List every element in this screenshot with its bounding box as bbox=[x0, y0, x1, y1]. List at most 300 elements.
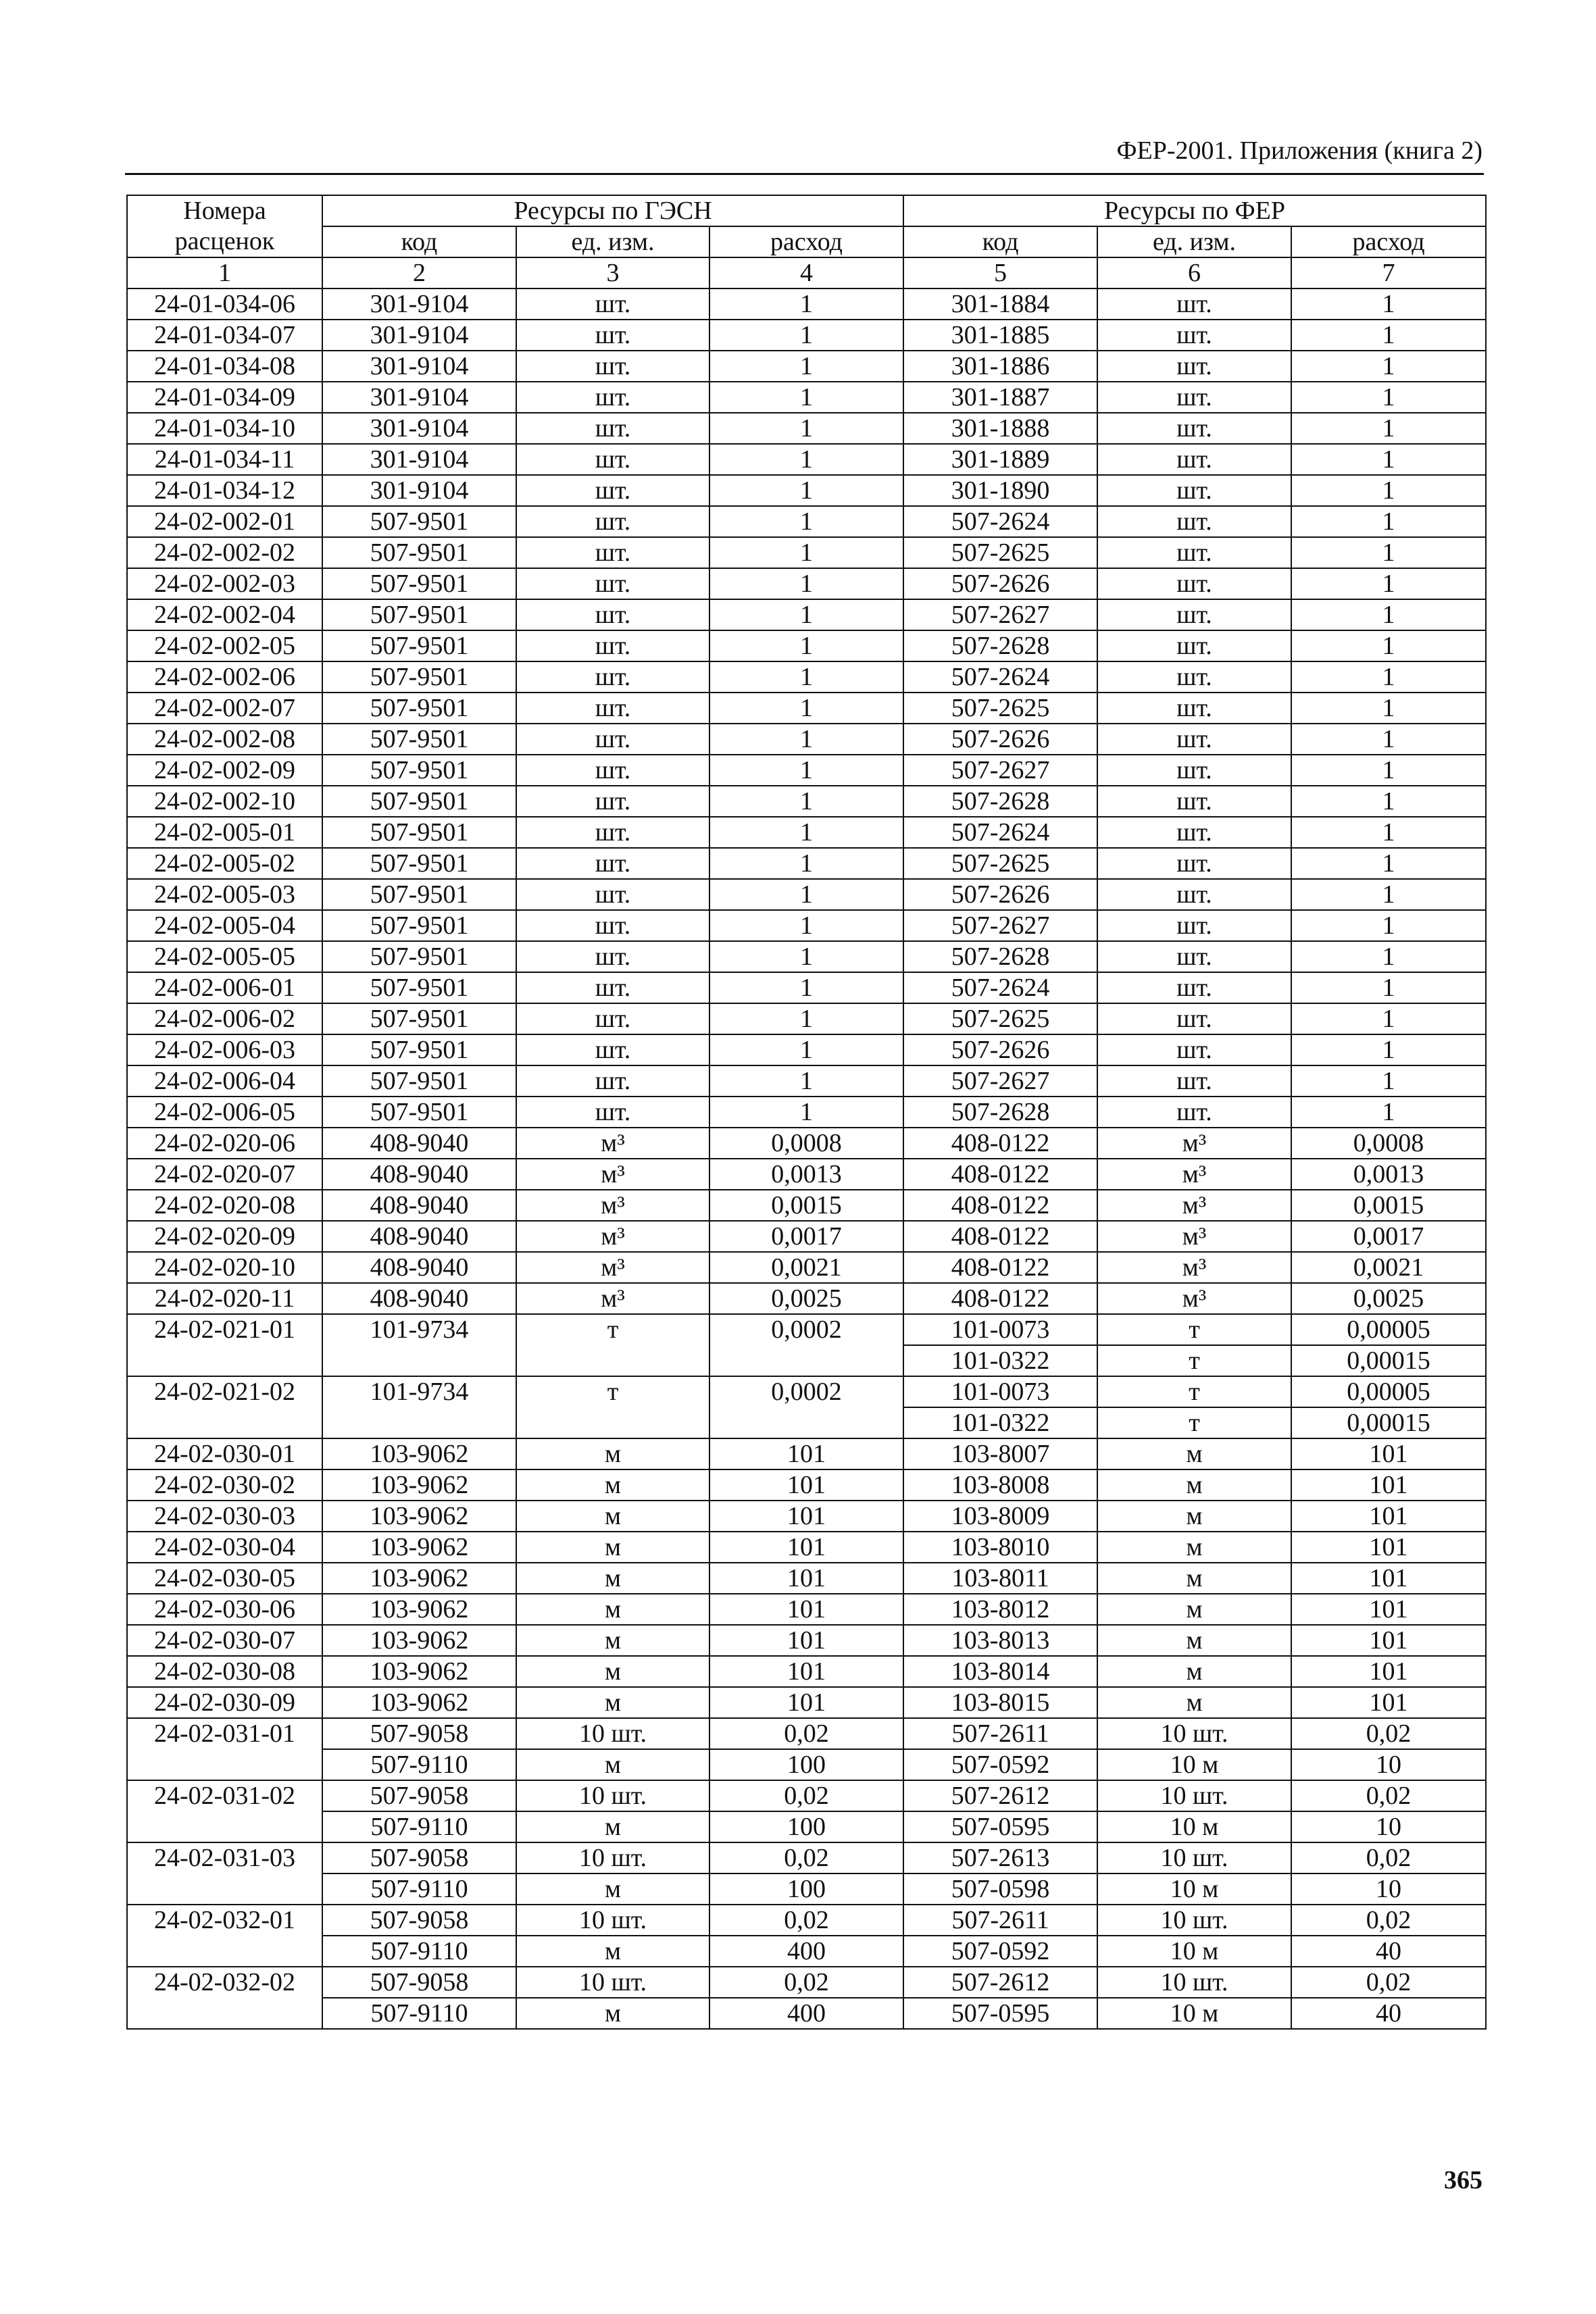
column-number: 6 bbox=[1097, 257, 1291, 288]
fer-unit: т bbox=[1097, 1345, 1291, 1376]
table-row bbox=[127, 1998, 1486, 2029]
fer-amount: 1 bbox=[1291, 537, 1486, 568]
fer-unit: м bbox=[1097, 1501, 1291, 1532]
fer-amount: 1 bbox=[1291, 351, 1486, 382]
fer-amount: 0,00015 bbox=[1291, 1345, 1486, 1376]
fer-unit: м bbox=[1097, 1625, 1291, 1656]
fer-code: 507-0592 bbox=[903, 1936, 1097, 1967]
fer-code: 408-0122 bbox=[903, 1128, 1097, 1159]
gesn-amount: 100 bbox=[709, 1749, 903, 1780]
rate-number: 24-02-021-02 bbox=[127, 1376, 322, 1438]
gesn-amount: 101 bbox=[709, 1594, 903, 1625]
fer-unit: м bbox=[1097, 1656, 1291, 1687]
fer-unit: шт. bbox=[1097, 661, 1291, 693]
rate-number: 24-02-030-01 bbox=[127, 1438, 322, 1469]
fer-unit: м bbox=[1097, 1532, 1291, 1563]
fer-unit: м³ bbox=[1097, 1190, 1291, 1221]
table-row bbox=[127, 1159, 1486, 1190]
fer-unit: м bbox=[1097, 1687, 1291, 1718]
gesn-code: 103-9062 bbox=[322, 1501, 516, 1532]
gesn-unit: шт. bbox=[516, 630, 709, 661]
fer-code: 507-2611 bbox=[903, 1905, 1097, 1936]
gesn-unit: 10 шт. bbox=[516, 1905, 709, 1936]
gesn-unit: шт. bbox=[516, 910, 709, 941]
fer-unit: 10 м bbox=[1097, 1998, 1291, 2029]
fer-code: 103-8010 bbox=[903, 1532, 1097, 1563]
gesn-unit: м³ bbox=[516, 1190, 709, 1221]
gesn-amount: 1 bbox=[709, 972, 903, 1003]
table-body bbox=[127, 288, 1486, 2029]
fer-amount: 0,02 bbox=[1291, 1718, 1486, 1749]
rate-number: 24-02-020-10 bbox=[127, 1252, 322, 1283]
gesn-code: 103-9062 bbox=[322, 1656, 516, 1687]
subheader-gesn-unit: ед. изм. bbox=[516, 226, 709, 257]
gesn-unit: м bbox=[516, 1749, 709, 1780]
gesn-code: 507-9501 bbox=[322, 941, 516, 972]
rate-number: 24-02-006-03 bbox=[127, 1034, 322, 1065]
fer-code: 507-2626 bbox=[903, 568, 1097, 599]
fer-amount: 1 bbox=[1291, 475, 1486, 506]
fer-amount: 0,02 bbox=[1291, 1842, 1486, 1873]
gesn-code: 301-9104 bbox=[322, 475, 516, 506]
table-row bbox=[127, 1190, 1486, 1221]
rate-number: 24-02-005-01 bbox=[127, 817, 322, 848]
fer-amount: 1 bbox=[1291, 630, 1486, 661]
gesn-code: 408-9040 bbox=[322, 1283, 516, 1314]
table-row bbox=[127, 1438, 1486, 1469]
fer-code: 507-2612 bbox=[903, 1780, 1097, 1811]
gesn-code: 507-9501 bbox=[322, 1065, 516, 1097]
table-row bbox=[127, 724, 1486, 755]
fer-code: 507-2628 bbox=[903, 941, 1097, 972]
gesn-amount: 1 bbox=[709, 568, 903, 599]
gesn-amount: 101 bbox=[709, 1656, 903, 1687]
gesn-unit: м bbox=[516, 1594, 709, 1625]
gesn-code: 507-9058 bbox=[322, 1718, 516, 1749]
gesn-code: 103-9062 bbox=[322, 1469, 516, 1501]
gesn-code: 103-9062 bbox=[322, 1625, 516, 1656]
gesn-code: 507-9110 bbox=[322, 1749, 516, 1780]
gesn-code: 101-9734 bbox=[322, 1376, 516, 1438]
gesn-unit: м bbox=[516, 1438, 709, 1469]
gesn-unit: шт. bbox=[516, 506, 709, 537]
rate-number: 24-02-002-03 bbox=[127, 568, 322, 599]
fer-code: 507-2628 bbox=[903, 786, 1097, 817]
gesn-amount: 1 bbox=[709, 599, 903, 630]
rate-number: 24-02-030-08 bbox=[127, 1656, 322, 1687]
fer-code: 507-2626 bbox=[903, 724, 1097, 755]
column-number: 5 bbox=[903, 257, 1097, 288]
gesn-amount: 1 bbox=[709, 351, 903, 382]
running-head: ФЕР-2001. Приложения (книга 2) bbox=[1116, 136, 1482, 165]
fer-unit: шт. bbox=[1097, 1003, 1291, 1034]
subheader-gesn-code: код bbox=[322, 226, 516, 257]
fer-code: 103-8008 bbox=[903, 1469, 1097, 1501]
table-row bbox=[127, 1065, 1486, 1097]
rate-number: 24-02-006-02 bbox=[127, 1003, 322, 1034]
gesn-unit: м bbox=[516, 1501, 709, 1532]
gesn-unit: шт. bbox=[516, 288, 709, 320]
fer-amount: 1 bbox=[1291, 786, 1486, 817]
table-row bbox=[127, 848, 1486, 879]
fer-code: 507-0595 bbox=[903, 1811, 1097, 1842]
fer-code: 408-0122 bbox=[903, 1159, 1097, 1190]
fer-code: 408-0122 bbox=[903, 1221, 1097, 1252]
gesn-amount: 1 bbox=[709, 444, 903, 475]
gesn-code: 507-9501 bbox=[322, 786, 516, 817]
gesn-unit: т bbox=[516, 1376, 709, 1438]
fer-amount: 1 bbox=[1291, 941, 1486, 972]
gesn-amount: 1 bbox=[709, 413, 903, 444]
fer-unit: т bbox=[1097, 1376, 1291, 1407]
rate-number: 24-02-030-09 bbox=[127, 1687, 322, 1718]
fer-code: 103-8013 bbox=[903, 1625, 1097, 1656]
fer-unit: 10 м bbox=[1097, 1936, 1291, 1967]
fer-unit: шт. bbox=[1097, 693, 1291, 724]
gesn-unit: м bbox=[516, 1656, 709, 1687]
subheader-gesn-amount: расход bbox=[709, 226, 903, 257]
fer-code: 301-1884 bbox=[903, 288, 1097, 320]
gesn-unit: шт. bbox=[516, 568, 709, 599]
table-row bbox=[127, 1687, 1486, 1718]
gesn-unit: шт. bbox=[516, 879, 709, 910]
gesn-amount: 0,0013 bbox=[709, 1159, 903, 1190]
gesn-code: 507-9501 bbox=[322, 693, 516, 724]
rate-number: 24-02-002-02 bbox=[127, 537, 322, 568]
gesn-unit: шт. bbox=[516, 599, 709, 630]
gesn-amount: 0,0021 bbox=[709, 1252, 903, 1283]
table-row bbox=[127, 1221, 1486, 1252]
gesn-code: 507-9501 bbox=[322, 568, 516, 599]
gesn-code: 507-9501 bbox=[322, 879, 516, 910]
rate-number: 24-01-034-11 bbox=[127, 444, 322, 475]
gesn-unit: шт. bbox=[516, 320, 709, 351]
gesn-code: 301-9104 bbox=[322, 288, 516, 320]
rate-number: 24-02-031-01 bbox=[127, 1718, 322, 1780]
gesn-unit: шт. bbox=[516, 382, 709, 413]
gesn-amount: 101 bbox=[709, 1438, 903, 1469]
gesn-unit: шт. bbox=[516, 661, 709, 693]
gesn-code: 103-9062 bbox=[322, 1563, 516, 1594]
rate-number: 24-02-002-07 bbox=[127, 693, 322, 724]
fer-code: 507-2613 bbox=[903, 1842, 1097, 1873]
gesn-code: 507-9501 bbox=[322, 724, 516, 755]
rate-number: 24-02-030-04 bbox=[127, 1532, 322, 1563]
subheader-fer-unit: ед. изм. bbox=[1097, 226, 1291, 257]
fer-unit: т bbox=[1097, 1407, 1291, 1438]
fer-amount: 0,0021 bbox=[1291, 1252, 1486, 1283]
gesn-amount: 0,0008 bbox=[709, 1128, 903, 1159]
table-row bbox=[127, 1780, 1486, 1811]
gesn-amount: 1 bbox=[709, 910, 903, 941]
gesn-unit: м bbox=[516, 1873, 709, 1905]
gesn-code: 301-9104 bbox=[322, 382, 516, 413]
fer-amount: 0,02 bbox=[1291, 1967, 1486, 1998]
table-row bbox=[127, 817, 1486, 848]
gesn-code: 103-9062 bbox=[322, 1438, 516, 1469]
rate-number: 24-02-032-01 bbox=[127, 1905, 322, 1967]
rate-number: 24-02-002-05 bbox=[127, 630, 322, 661]
fer-amount: 0,00005 bbox=[1291, 1314, 1486, 1345]
fer-amount: 0,00015 bbox=[1291, 1407, 1486, 1438]
fer-unit: 10 м bbox=[1097, 1811, 1291, 1842]
group-header-fer: Ресурсы по ФЕР bbox=[903, 195, 1486, 226]
rate-number: 24-02-005-02 bbox=[127, 848, 322, 879]
column-number: 7 bbox=[1291, 257, 1486, 288]
table-row bbox=[127, 786, 1486, 817]
fer-unit: шт. bbox=[1097, 630, 1291, 661]
fer-unit: шт. bbox=[1097, 972, 1291, 1003]
rate-number: 24-02-031-02 bbox=[127, 1780, 322, 1842]
fer-code: 408-0122 bbox=[903, 1283, 1097, 1314]
rate-number: 24-02-002-04 bbox=[127, 599, 322, 630]
table-row bbox=[127, 1252, 1486, 1283]
fer-unit: м bbox=[1097, 1594, 1291, 1625]
table-row bbox=[127, 755, 1486, 786]
rate-number: 24-02-020-08 bbox=[127, 1190, 322, 1221]
rate-number: 24-02-020-06 bbox=[127, 1128, 322, 1159]
fer-amount: 1 bbox=[1291, 817, 1486, 848]
fer-code: 103-8014 bbox=[903, 1656, 1097, 1687]
fer-unit: шт. bbox=[1097, 1034, 1291, 1065]
fer-unit: 10 шт. bbox=[1097, 1780, 1291, 1811]
rate-number: 24-02-002-01 bbox=[127, 506, 322, 537]
fer-unit: шт. bbox=[1097, 786, 1291, 817]
fer-code: 507-2625 bbox=[903, 537, 1097, 568]
rate-number: 24-01-034-09 bbox=[127, 382, 322, 413]
gesn-code: 301-9104 bbox=[322, 444, 516, 475]
fer-amount: 1 bbox=[1291, 910, 1486, 941]
fer-code: 507-2627 bbox=[903, 910, 1097, 941]
table-row bbox=[127, 630, 1486, 661]
gesn-unit: шт. bbox=[516, 817, 709, 848]
gesn-unit: м bbox=[516, 1687, 709, 1718]
fer-amount: 1 bbox=[1291, 1003, 1486, 1034]
fer-amount: 1 bbox=[1291, 599, 1486, 630]
gesn-unit: шт. bbox=[516, 1097, 709, 1128]
table-row bbox=[127, 879, 1486, 910]
gesn-code: 507-9110 bbox=[322, 1811, 516, 1842]
fer-code: 301-1890 bbox=[903, 475, 1097, 506]
header-rate-line1: Номера bbox=[127, 195, 322, 226]
fer-code: 507-2628 bbox=[903, 1097, 1097, 1128]
gesn-unit: шт. bbox=[516, 848, 709, 879]
fer-unit: шт. bbox=[1097, 848, 1291, 879]
gesn-amount: 101 bbox=[709, 1501, 903, 1532]
fer-code: 507-2624 bbox=[903, 506, 1097, 537]
table-row bbox=[127, 1842, 1486, 1873]
gesn-code: 408-9040 bbox=[322, 1159, 516, 1190]
fer-amount: 1 bbox=[1291, 1097, 1486, 1128]
rate-number: 24-02-030-05 bbox=[127, 1563, 322, 1594]
fer-amount: 101 bbox=[1291, 1438, 1486, 1469]
gesn-code: 507-9501 bbox=[322, 755, 516, 786]
gesn-code: 507-9501 bbox=[322, 661, 516, 693]
fer-amount: 10 bbox=[1291, 1811, 1486, 1842]
fer-code: 103-8015 bbox=[903, 1687, 1097, 1718]
gesn-unit: м bbox=[516, 1563, 709, 1594]
fer-amount: 1 bbox=[1291, 879, 1486, 910]
gesn-unit: м³ bbox=[516, 1128, 709, 1159]
table-row bbox=[127, 1656, 1486, 1687]
gesn-unit: шт. bbox=[516, 537, 709, 568]
gesn-amount: 101 bbox=[709, 1563, 903, 1594]
gesn-amount: 0,0002 bbox=[709, 1314, 903, 1376]
gesn-unit: шт. bbox=[516, 755, 709, 786]
gesn-amount: 1 bbox=[709, 475, 903, 506]
fer-unit: м³ bbox=[1097, 1283, 1291, 1314]
fer-unit: шт. bbox=[1097, 382, 1291, 413]
fer-unit: 10 шт. bbox=[1097, 1842, 1291, 1873]
fer-code: 507-2626 bbox=[903, 1034, 1097, 1065]
fer-amount: 1 bbox=[1291, 506, 1486, 537]
table-row bbox=[127, 941, 1486, 972]
fer-amount: 0,0013 bbox=[1291, 1159, 1486, 1190]
column-number: 2 bbox=[322, 257, 516, 288]
column-number: 3 bbox=[516, 257, 709, 288]
gesn-amount: 100 bbox=[709, 1873, 903, 1905]
gesn-amount: 1 bbox=[709, 848, 903, 879]
rate-number: 24-02-005-05 bbox=[127, 941, 322, 972]
rate-number: 24-02-021-01 bbox=[127, 1314, 322, 1376]
gesn-code: 301-9104 bbox=[322, 320, 516, 351]
gesn-unit: м³ bbox=[516, 1221, 709, 1252]
table-row bbox=[127, 1749, 1486, 1780]
table-row bbox=[127, 1314, 1486, 1345]
fer-amount: 1 bbox=[1291, 1034, 1486, 1065]
gesn-unit: шт. bbox=[516, 724, 709, 755]
gesn-code: 507-9501 bbox=[322, 1034, 516, 1065]
gesn-amount: 0,02 bbox=[709, 1842, 903, 1873]
table-row bbox=[127, 1376, 1486, 1407]
table-row bbox=[127, 1873, 1486, 1905]
table-row bbox=[127, 1905, 1486, 1936]
gesn-amount: 0,0025 bbox=[709, 1283, 903, 1314]
gesn-amount: 101 bbox=[709, 1532, 903, 1563]
table-row bbox=[127, 537, 1486, 568]
table-row bbox=[127, 382, 1486, 413]
fer-unit: 10 шт. bbox=[1097, 1905, 1291, 1936]
gesn-amount: 0,0017 bbox=[709, 1221, 903, 1252]
gesn-code: 301-9104 bbox=[322, 351, 516, 382]
gesn-code: 507-9110 bbox=[322, 1873, 516, 1905]
fer-amount: 10 bbox=[1291, 1749, 1486, 1780]
table-row bbox=[127, 444, 1486, 475]
fer-unit: шт. bbox=[1097, 910, 1291, 941]
gesn-unit: шт. bbox=[516, 1034, 709, 1065]
table-row bbox=[127, 1967, 1486, 1998]
gesn-amount: 1 bbox=[709, 724, 903, 755]
fer-amount: 101 bbox=[1291, 1532, 1486, 1563]
gesn-unit: 10 шт. bbox=[516, 1967, 709, 1998]
rate-number: 24-02-006-05 bbox=[127, 1097, 322, 1128]
rate-number: 24-02-002-10 bbox=[127, 786, 322, 817]
fer-amount: 1 bbox=[1291, 382, 1486, 413]
fer-code: 101-0322 bbox=[903, 1407, 1097, 1438]
gesn-amount: 1 bbox=[709, 506, 903, 537]
fer-amount: 0,0015 bbox=[1291, 1190, 1486, 1221]
gesn-amount: 400 bbox=[709, 1998, 903, 2029]
gesn-amount: 1 bbox=[709, 755, 903, 786]
table-row bbox=[127, 288, 1486, 320]
fer-amount: 101 bbox=[1291, 1594, 1486, 1625]
rate-number: 24-02-005-03 bbox=[127, 879, 322, 910]
gesn-code: 507-9501 bbox=[322, 972, 516, 1003]
fer-code: 507-0598 bbox=[903, 1873, 1097, 1905]
fer-unit: шт. bbox=[1097, 1065, 1291, 1097]
gesn-code: 507-9058 bbox=[322, 1780, 516, 1811]
fer-amount: 101 bbox=[1291, 1501, 1486, 1532]
table-row bbox=[127, 1532, 1486, 1563]
gesn-unit: м bbox=[516, 1811, 709, 1842]
gesn-unit: шт. bbox=[516, 444, 709, 475]
gesn-amount: 1 bbox=[709, 1003, 903, 1034]
rate-number: 24-02-002-09 bbox=[127, 755, 322, 786]
gesn-code: 101-9734 bbox=[322, 1314, 516, 1376]
fer-code: 103-8009 bbox=[903, 1501, 1097, 1532]
table-row bbox=[127, 568, 1486, 599]
fer-code: 103-8007 bbox=[903, 1438, 1097, 1469]
fer-unit: м³ bbox=[1097, 1128, 1291, 1159]
gesn-code: 507-9058 bbox=[322, 1842, 516, 1873]
gesn-unit: шт. bbox=[516, 786, 709, 817]
rate-number: 24-02-030-02 bbox=[127, 1469, 322, 1501]
gesn-code: 507-9501 bbox=[322, 848, 516, 879]
gesn-unit: м bbox=[516, 1625, 709, 1656]
gesn-amount: 0,02 bbox=[709, 1905, 903, 1936]
gesn-unit: шт. bbox=[516, 351, 709, 382]
fer-amount: 1 bbox=[1291, 568, 1486, 599]
fer-code: 301-1885 bbox=[903, 320, 1097, 351]
fer-amount: 0,00005 bbox=[1291, 1376, 1486, 1407]
table-row bbox=[127, 1128, 1486, 1159]
fer-unit: шт. bbox=[1097, 568, 1291, 599]
fer-code: 507-2625 bbox=[903, 1003, 1097, 1034]
fer-unit: шт. bbox=[1097, 475, 1291, 506]
table-row bbox=[127, 1563, 1486, 1594]
rate-number: 24-02-005-04 bbox=[127, 910, 322, 941]
gesn-amount: 101 bbox=[709, 1687, 903, 1718]
fer-unit: шт. bbox=[1097, 599, 1291, 630]
table-row bbox=[127, 413, 1486, 444]
gesn-unit: шт. bbox=[516, 1065, 709, 1097]
gesn-unit: м³ bbox=[516, 1252, 709, 1283]
table-row bbox=[127, 972, 1486, 1003]
fer-amount: 1 bbox=[1291, 972, 1486, 1003]
fer-unit: шт. bbox=[1097, 724, 1291, 755]
gesn-code: 507-9110 bbox=[322, 1998, 516, 2029]
fer-code: 507-0592 bbox=[903, 1749, 1097, 1780]
fer-amount: 1 bbox=[1291, 320, 1486, 351]
rate-number: 24-02-030-07 bbox=[127, 1625, 322, 1656]
fer-amount: 1 bbox=[1291, 1065, 1486, 1097]
fer-amount: 101 bbox=[1291, 1563, 1486, 1594]
gesn-unit: шт. bbox=[516, 475, 709, 506]
table-row bbox=[127, 661, 1486, 693]
gesn-unit: 10 шт. bbox=[516, 1842, 709, 1873]
gesn-unit: шт. bbox=[516, 972, 709, 1003]
gesn-amount: 0,02 bbox=[709, 1967, 903, 1998]
fer-unit: шт. bbox=[1097, 755, 1291, 786]
fer-amount: 101 bbox=[1291, 1625, 1486, 1656]
fer-unit: 10 шт. bbox=[1097, 1967, 1291, 1998]
gesn-code: 507-9501 bbox=[322, 910, 516, 941]
gesn-amount: 1 bbox=[709, 661, 903, 693]
fer-code: 507-0595 bbox=[903, 1998, 1097, 2029]
fer-unit: м bbox=[1097, 1563, 1291, 1594]
fer-unit: шт. bbox=[1097, 817, 1291, 848]
fer-code: 301-1887 bbox=[903, 382, 1097, 413]
